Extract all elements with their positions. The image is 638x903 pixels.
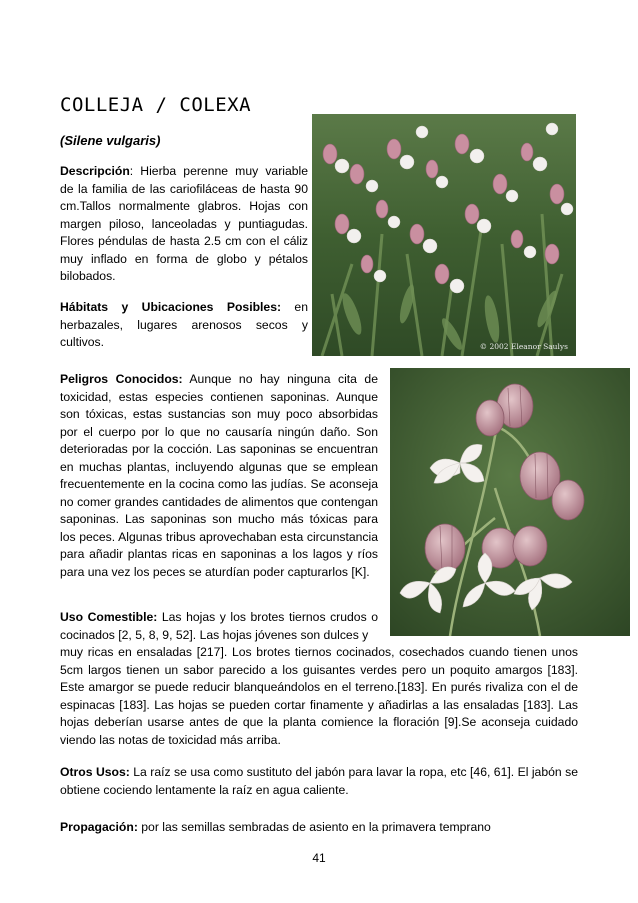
section-label: Uso Comestible: <box>60 610 158 624</box>
page-number: 41 <box>312 851 326 865</box>
section-text: en herbazales, lugares arenosos secos y cultivos. <box>60 300 308 349</box>
section-text: Las hojas y los brotes tiernos crudos o cocinados [2, 5, 8, 9, 52]. Las hojas jóvenes son dulces y <box>60 610 378 642</box>
section-peligros <box>60 371 378 581</box>
section-text: : Hierba perenne muy variable de la familia de las cariofiláceas de hasta 90 cm.Tallos normalmente glabros. Hojas con margen piloso, lanceoladas y puntiagudas. Flores péndulas de hasta 2.5 cm con el cáliz muy inflado en forma de globo y pétalos bilobados. <box>60 164 308 283</box>
section-label: Otros Usos: <box>60 765 130 779</box>
section-descripcion <box>60 163 308 286</box>
section-text: La raíz se usa como sustituto del jabón para lavar la ropa, etc [46, 61]. El jabón se obtiene cociendo lentamente la raíz en agua caliente. <box>60 765 578 797</box>
latin-name: (Silene vulgaris) <box>60 133 161 148</box>
section-text-full: muy ricas en ensaladas [217]. Los brotes tiernos cocinados, cosechados cuando tienen unos 5cm largos tienen un sabor parecido a los guisantes verdes pero un poquito amargos [183]. Este amargor se puede reducir blanqueándolos en el terreno.[183]. En purés rivaliza con el de espinacas [183]. Las hojas se pueden cortar finamente y añadirlas a las ensaladas [183]. Las hojas deberían usarse antes de que la planta comience la floración [9].Se aconseja cuidado viendo las notas de toxicidad más arriba. <box>60 645 578 747</box>
section-habitats <box>60 299 308 352</box>
section-label: Propagación: <box>60 820 138 834</box>
section-label: Descripción <box>60 164 130 178</box>
section-text: Aunque no hay ninguna cita de toxicidad, estas especies contienen saponinas. Aunque son tóxicas, estas sustancias son muy poco absorbidas por el cuerpo por lo que no causaría ningún daño. Son deterioradas por la cocción. Las saponinas se encuentran en muchas plantas, incluyendo algunas que se emplean frecuentemente en la cocina como las judías. Se aconseja no comer grandes cantidades de alimentos que contengan saponinas. Las saponinas son mucho más tóxicas para los peces. Algunas tribus aprovechaban esta circunstancia para añadir plantas ricas en saponinas a los lagos y ríos para una vez los peces se aturdían poder capturarlos [K]. <box>60 372 378 579</box>
photo-credit: © 2002 Eleanor Saulys <box>479 342 568 351</box>
plant-photo-field <box>312 114 576 356</box>
section-label: Peligros Conocidos: <box>60 372 183 386</box>
plant-photo-closeup <box>390 368 630 636</box>
section-label: Hábitats y Ubicaciones Posibles: <box>60 300 282 314</box>
section-wrap-block <box>60 609 378 644</box>
section-propagacion <box>60 819 578 837</box>
section-text: por las semillas sembradas de asiento en la primavera temprano <box>137 820 491 834</box>
page-title: COLLEJA / COLEXA <box>60 94 252 116</box>
flower-field-illustration <box>312 114 576 356</box>
section-otros-usos <box>60 764 578 799</box>
flower-closeup-illustration <box>390 368 630 636</box>
